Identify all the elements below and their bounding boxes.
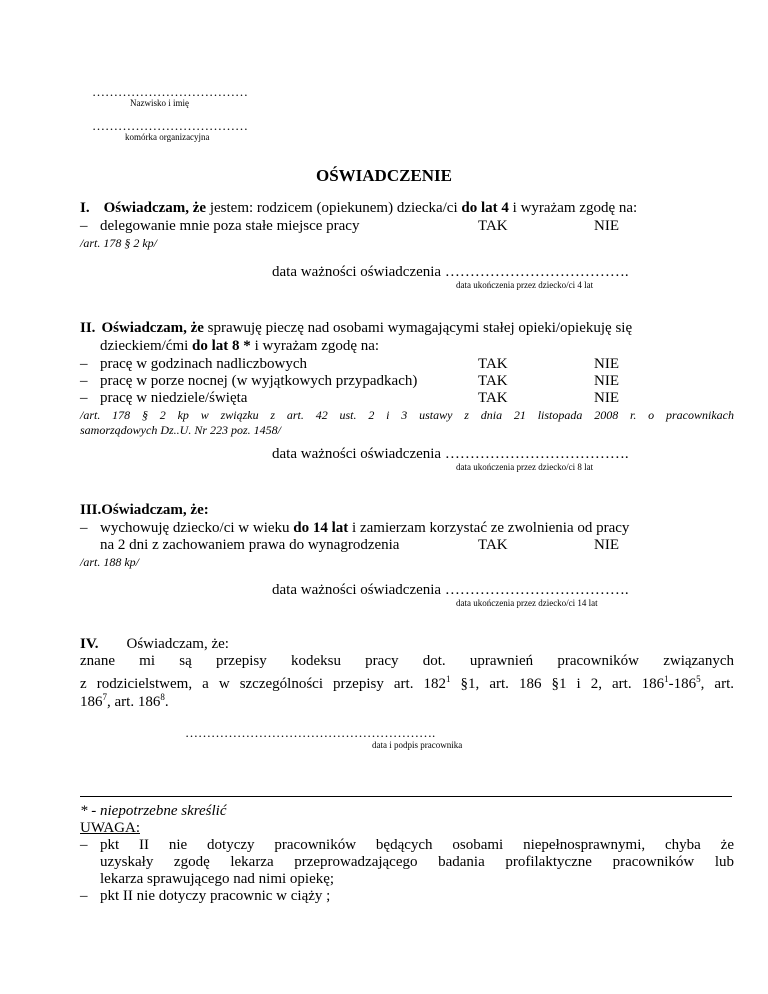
section2-bullet: – (80, 390, 88, 406)
section2-validity: data ważności oświadczenia ………………………………. (272, 446, 629, 462)
section2-yes: TAK (478, 373, 508, 389)
section2-item: pracę w godzinach nadliczbowych (100, 356, 307, 372)
section1-legal: /art. 178 § 2 kp/ (80, 236, 157, 250)
section2-no: NIE (594, 390, 619, 406)
section2-bullet: – (80, 356, 88, 372)
section2-bullet: – (80, 373, 88, 389)
section4-line1: znane mi są przepisy kodeksu pracy dot. uprawnień pracowników związanych (80, 653, 734, 669)
footer-point-cont: uzyskały zgodę lekarza przeprowadzającego badania profilaktyczne pracowników lub (100, 854, 734, 870)
footer-divider (80, 796, 732, 797)
footer-bullet: – (80, 888, 88, 904)
section4-line3: $186^7$, art. $186^8$. (80, 692, 169, 710)
page-title: OŚWIADCZENIE (315, 166, 453, 185)
footer-point: pkt II nie dotyczy pracowników będących osobami niepełnosprawnymi, chyba że (100, 837, 734, 853)
footer-point: pkt II nie dotyczy pracownic w ciąży ; (100, 888, 331, 904)
section2-yes: TAK (478, 356, 508, 372)
section2-item: pracę w niedziele/święta (100, 390, 248, 406)
section1-heading: I. Oświadczam, że jestem: rodzicem (opiekunem) dziecka/ci do lat 4 i wyrażam zgodę na: (80, 200, 638, 216)
signature-dots: …………………………………………………. (185, 725, 436, 740)
section3-item: wychowuję dziecko/ci w wieku do 14 lat i zamierzam korzystać ze zwolnienia od pracy (100, 520, 630, 536)
section1-hint: data ukończenia przez dziecko/ci 4 lat (456, 280, 594, 290)
section2-legal: /art. 178 § 2 kp w związku z art. 42 ust. 2 i 3 ustawy z dnia 21 listopada 2008 r. o pracownikach (80, 408, 734, 422)
section3-bullet: – (80, 520, 88, 536)
section4-line2: z rodzicielstwem, a w szczególności przepisy art. $182^1$ §1, art. 186 §1 i 2, art. $186^1-186^5$, art. (80, 674, 735, 692)
section3-no: NIE (594, 537, 619, 553)
section2-heading-cont: dzieckiem/ćmi do lat 8 * i wyrażam zgodę na: (100, 338, 380, 354)
section1-yes: TAK (478, 218, 508, 234)
section1-bullet: – (80, 218, 88, 234)
dept-label: komórka organizacyjna (125, 132, 210, 142)
section2-item: pracę w porze nocnej (w wyjątkowych przypadkach) (100, 373, 418, 389)
footer-point-cont: lekarza sprawującego nad nimi opiekę; (100, 871, 335, 887)
section3-heading: III.Oświadczam, że: (80, 502, 209, 518)
section3-item-cont: na 2 dni z zachowaniem prawa do wynagrodzenia (100, 537, 400, 553)
section3-hint: data ukończenia przez dziecko/ci 14 lat (456, 598, 598, 608)
section2-no: NIE (594, 373, 619, 389)
section1-validity: data ważności oświadczenia ………………………………. (272, 264, 629, 280)
section2-no: NIE (594, 356, 619, 372)
section3-legal: /art. 188 kp/ (80, 555, 139, 569)
footer-note: * - niepotrzebne skreślić (80, 803, 227, 819)
name-dots: ……………………………… (92, 84, 248, 99)
section1-item: delegowanie mnie poza stałe miejsce pracy (100, 218, 360, 234)
section2-yes: TAK (478, 390, 508, 406)
section4-heading: IV. Oświadczam, że: (80, 636, 229, 652)
section3-yes: TAK (478, 537, 508, 553)
section1-no: NIE (594, 218, 619, 234)
section2-legal-cont: samorządowych Dz..U. Nr 223 poz. 1458/ (80, 423, 282, 437)
footer-bullet: – (80, 837, 88, 853)
section2-heading: II. Oświadczam, że sprawuję pieczę nad osobami wymagającymi stałej opieki/opiekuję się (80, 320, 633, 336)
section2-hint: data ukończenia przez dziecko/ci 8 lat (456, 462, 594, 472)
footer-uwaga: UWAGA: (80, 820, 140, 836)
name-label: Nazwisko i imię (130, 98, 189, 108)
dept-dots: ……………………………… (92, 118, 248, 133)
signature-label: data i podpis pracownika (372, 740, 463, 750)
section3-validity: data ważności oświadczenia ………………………………. (272, 582, 629, 598)
